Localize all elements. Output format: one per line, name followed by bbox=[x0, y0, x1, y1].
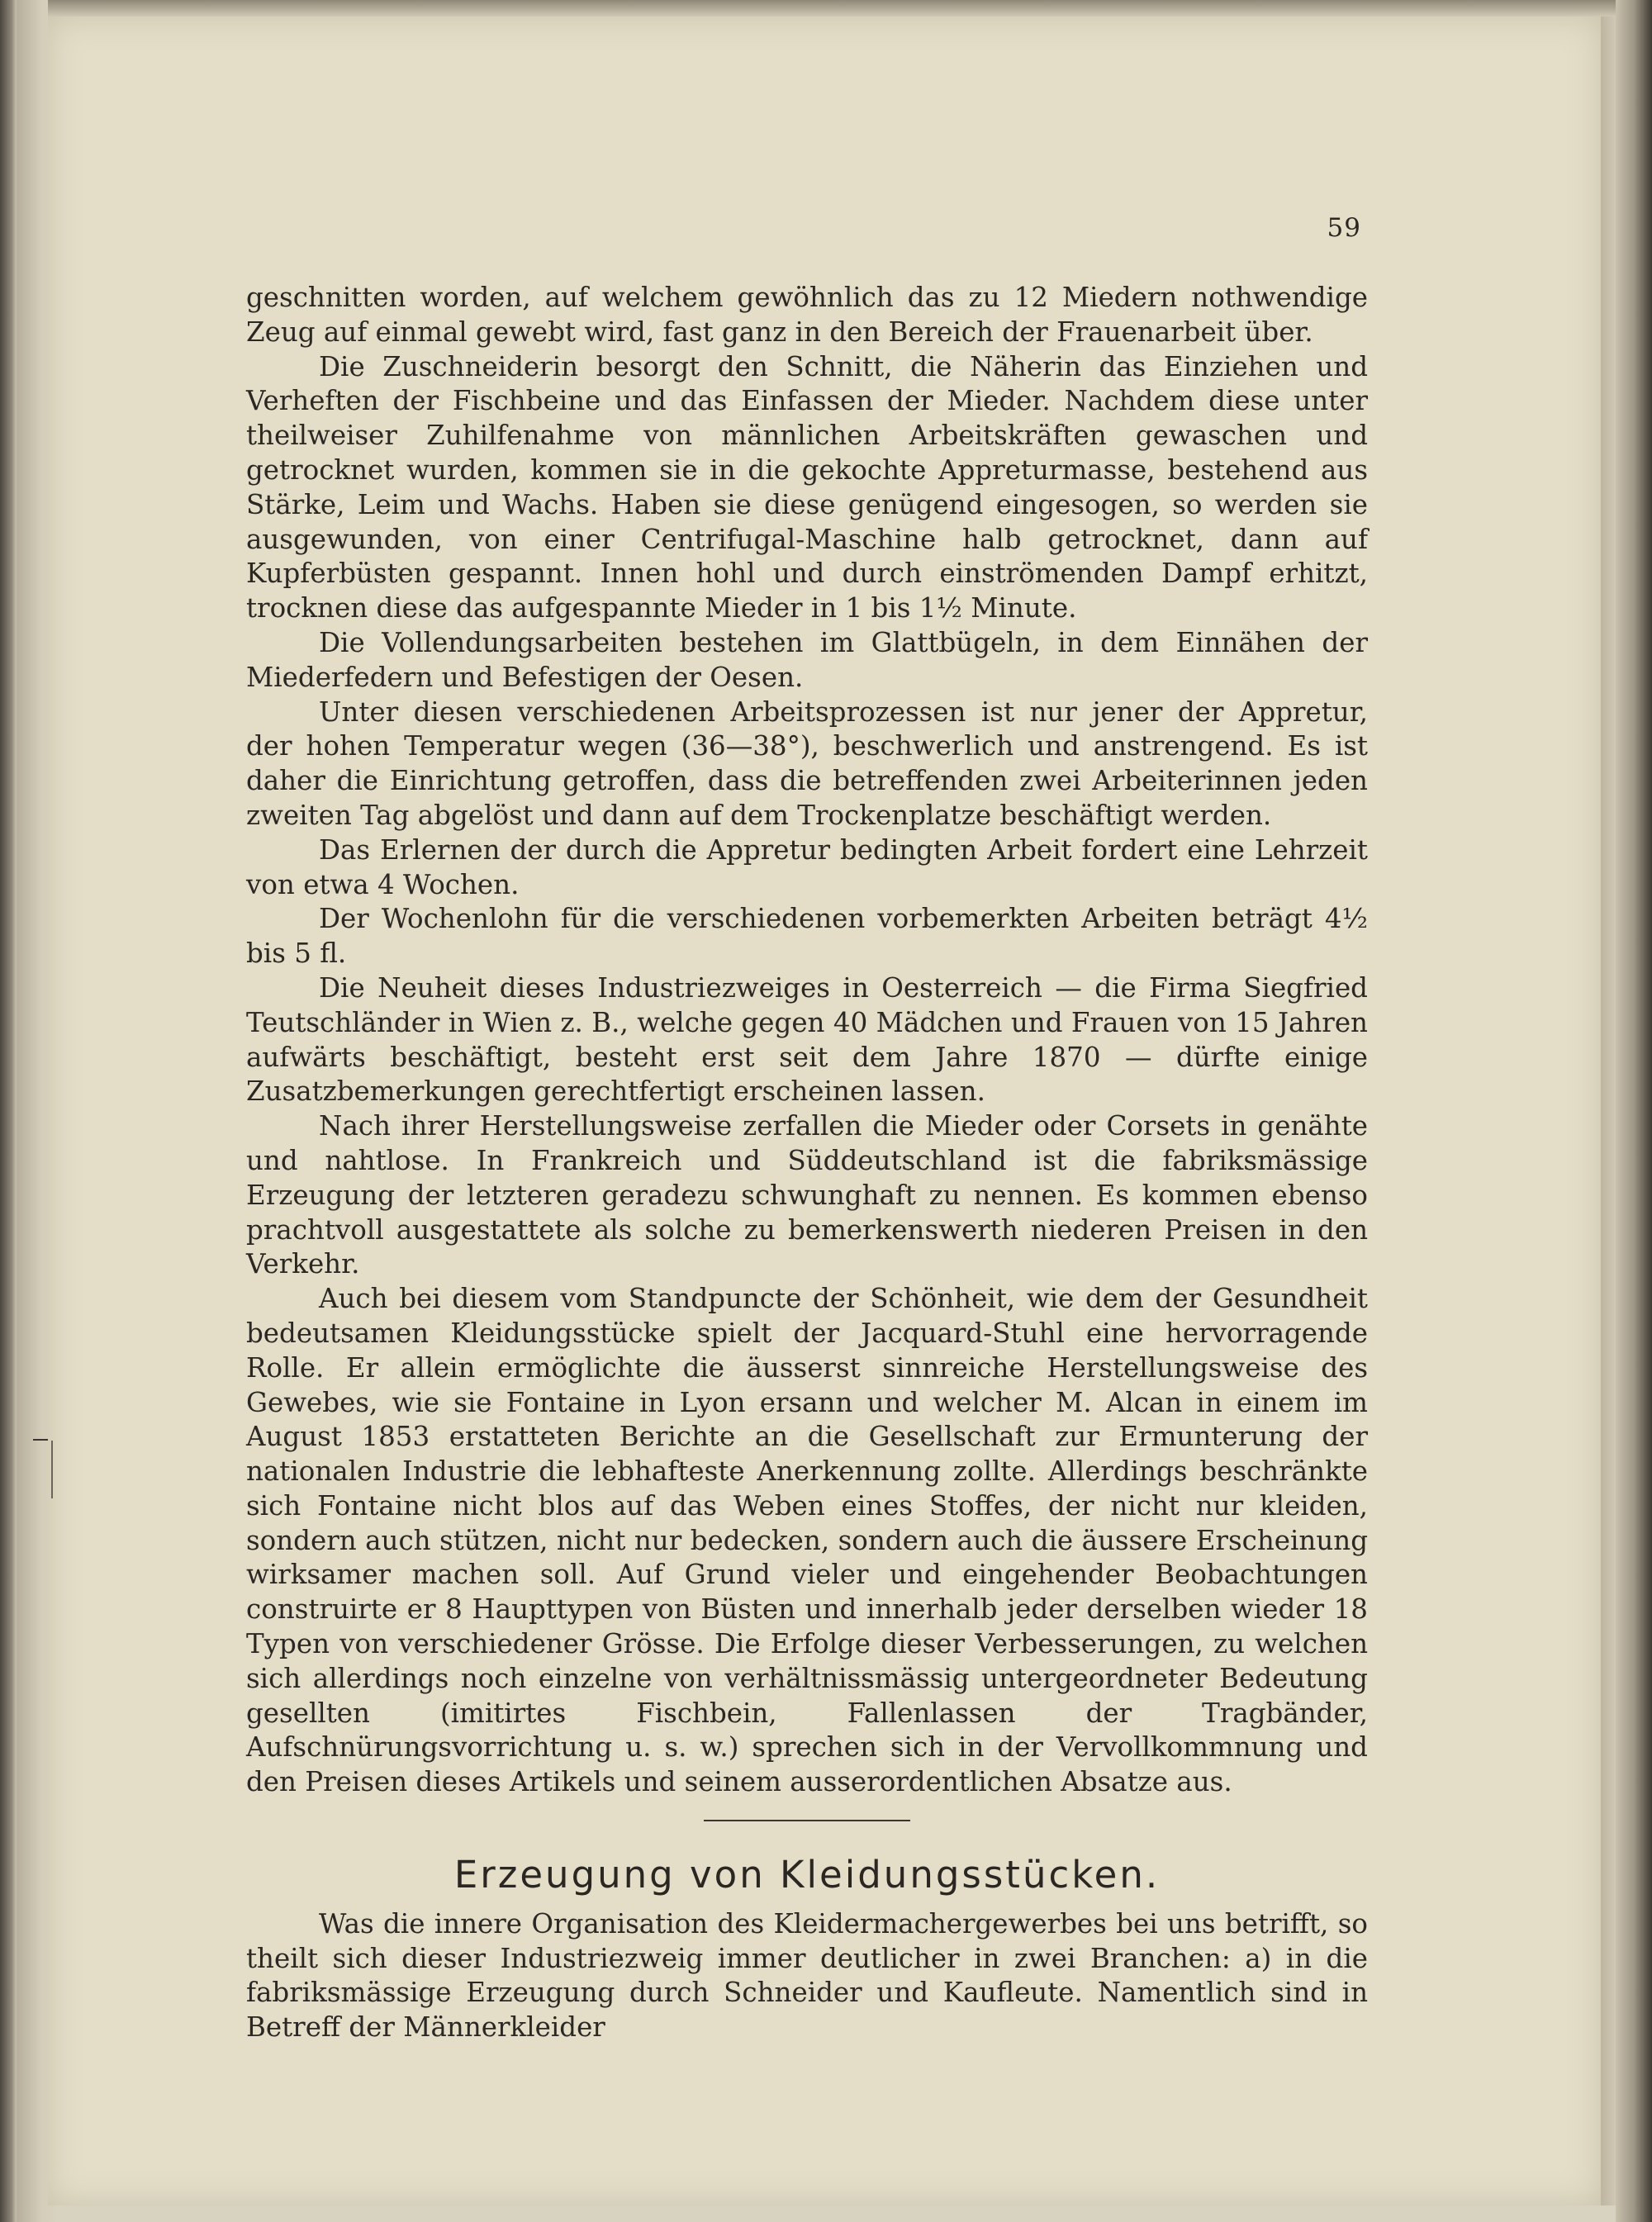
paragraph: Die Neuheit dieses Industriezweiges in Oesterreich — die Firma Siegfried Teutschländer in Wien z. B., welche gegen 40 Mädchen und Frauen von 15 Jahren aufwärts beschäftigt, besteht erst seit dem Jahre 1870 — dürfte einige Zusatzbemerkungen gerechtfertigt erscheinen lassen. bbox=[246, 971, 1368, 1108]
margin-tick bbox=[51, 1441, 53, 1498]
section-paragraph: Was die innere Organisation des Kleidermachergewerbes bei uns betrifft, so theilt sich dieser Industriezweig immer deutlicher in zwei Branchen: a) in die fabriksmässige Erzeugung durch Schneider und Kaufleute. Namentlich sind in Betreff der Männerkleider bbox=[246, 1907, 1368, 2044]
paragraph: Der Wochenlohn für die verschiedenen vorbemerkten Arbeiten beträgt 4½ bis 5 fl. bbox=[246, 903, 1368, 970]
paragraph: Auch bei diesem vom Standpuncte der Schönheit, wie dem der Gesundheit bedeutsamen Kleidungsstücke spielt der Jacquard-Stuhl eine hervorragende Rolle. Er allein ermöglichte die äusserst sinnreiche Herstellungsweise des Gewebes, wie sie Fontaine in Lyon ersann und welcher M. Alcan in einem im August 1853 erstatteten Berichte an die Gesellschaft zur Ermunterung der nationalen Industrie die lebhafteste Anerkennung zollte. Allerdings beschränkte sich Fontaine nicht blos auf das Weben eines Stoffes, der nicht nur kleiden, sondern auch stützen, nicht nur bedecken, sondern auch die äussere Erscheinung wirksamer machen soll. Auf Grund vieler und eingehender Beobachtungen construirte er 8 Haupttypen von Büsten und innerhalb jeder derselben wieder 18 Typen von verschiedener Grösse. Die Erfolge dieser Verbesserungen, zu welchen sich allerdings noch einzelne von verhältnissmässig untergeordneter Bedeutung gesellten (imitirtes Fischbein, Fallenlassen der Tragbänder, Aufschnürungsvorrichtung u. s. w.) sprechen sich in der Vervollkommnung und den Preisen dieses Artikels und seinem ausserordentlichen Absatze aus. bbox=[246, 1283, 1368, 1798]
paragraph: Das Erlernen der durch die Appretur bedingten Arbeit fordert eine Lehrzeit von etwa 4 Wochen. bbox=[246, 833, 1368, 900]
section-heading: Erzeugung von Kleidungsstücken. bbox=[453, 1853, 1161, 1897]
margin-mark bbox=[33, 1439, 48, 1441]
page-edge bbox=[1601, 17, 1616, 2205]
paragraph: geschnitten worden, auf welchem gewöhnlich das zu 12 Miedern nothwendige Zeug auf einmal gewebt wird, fast ganz in den Bereich der Frauenarbeit über. bbox=[246, 282, 1368, 348]
paragraph: Die Zuschneiderin besorgt den Schnitt, die Näherin das Einziehen und Verheften der Fischbeine und das Einfassen der Mieder. Nachdem diese unter theilweiser Zuhilfenahme von männlichen Arbeitskräften gewaschen und getrocknet wurden, kommen sie in die gekochte Appreturmasse, bestehend aus Stärke, Leim und Wachs. Haben sie diese genügend eingesogen, so werden sie ausgewunden, von einer Centrifugal-Maschine halb getrocknet, dann auf Kupferbüsten gespannt. Innen hohl und durch einströmenden Dampf erhitzt, trocknen diese das aufgespannte Mieder in 1 bis 1½ Minute. bbox=[246, 350, 1368, 624]
body-text bbox=[246, 281, 1368, 2045]
section-divider bbox=[704, 1820, 910, 1821]
scan-border-top bbox=[48, 0, 1616, 17]
paragraph: Die Vollendungsarbeiten bestehen im Glattbügeln, in dem Einnähen der Miederfedern und Befestigen der Oesen. bbox=[246, 626, 1368, 693]
page-number: 59 bbox=[1327, 213, 1361, 243]
paragraph: Nach ihrer Herstellungsweise zerfallen die Mieder oder Corsets in genähte und nahtlose. In Frankreich und Süddeutschland ist die fabriksmässige Erzeugung der letzteren geradezu schwunghaft zu nennen. Es kommen ebenso prachtvoll ausgestattete als solche zu bemerkenswerth niederen Preisen in den Verkehr. bbox=[246, 1110, 1368, 1280]
scan-border-left bbox=[0, 0, 17, 2222]
scan-border-right bbox=[1616, 0, 1652, 2222]
paragraph: Unter diesen verschiedenen Arbeitsprozessen ist nur jener der Appretur, der hohen Temperatur wegen (36—38°), beschwerlich und anstrengend. Es ist daher die Einrichtung getroffen, dass die betreffenden zwei Arbeiterinnen jeden zweiten Tag abgelöst und dann auf dem Trockenplatze beschäftigt werden. bbox=[246, 696, 1368, 831]
